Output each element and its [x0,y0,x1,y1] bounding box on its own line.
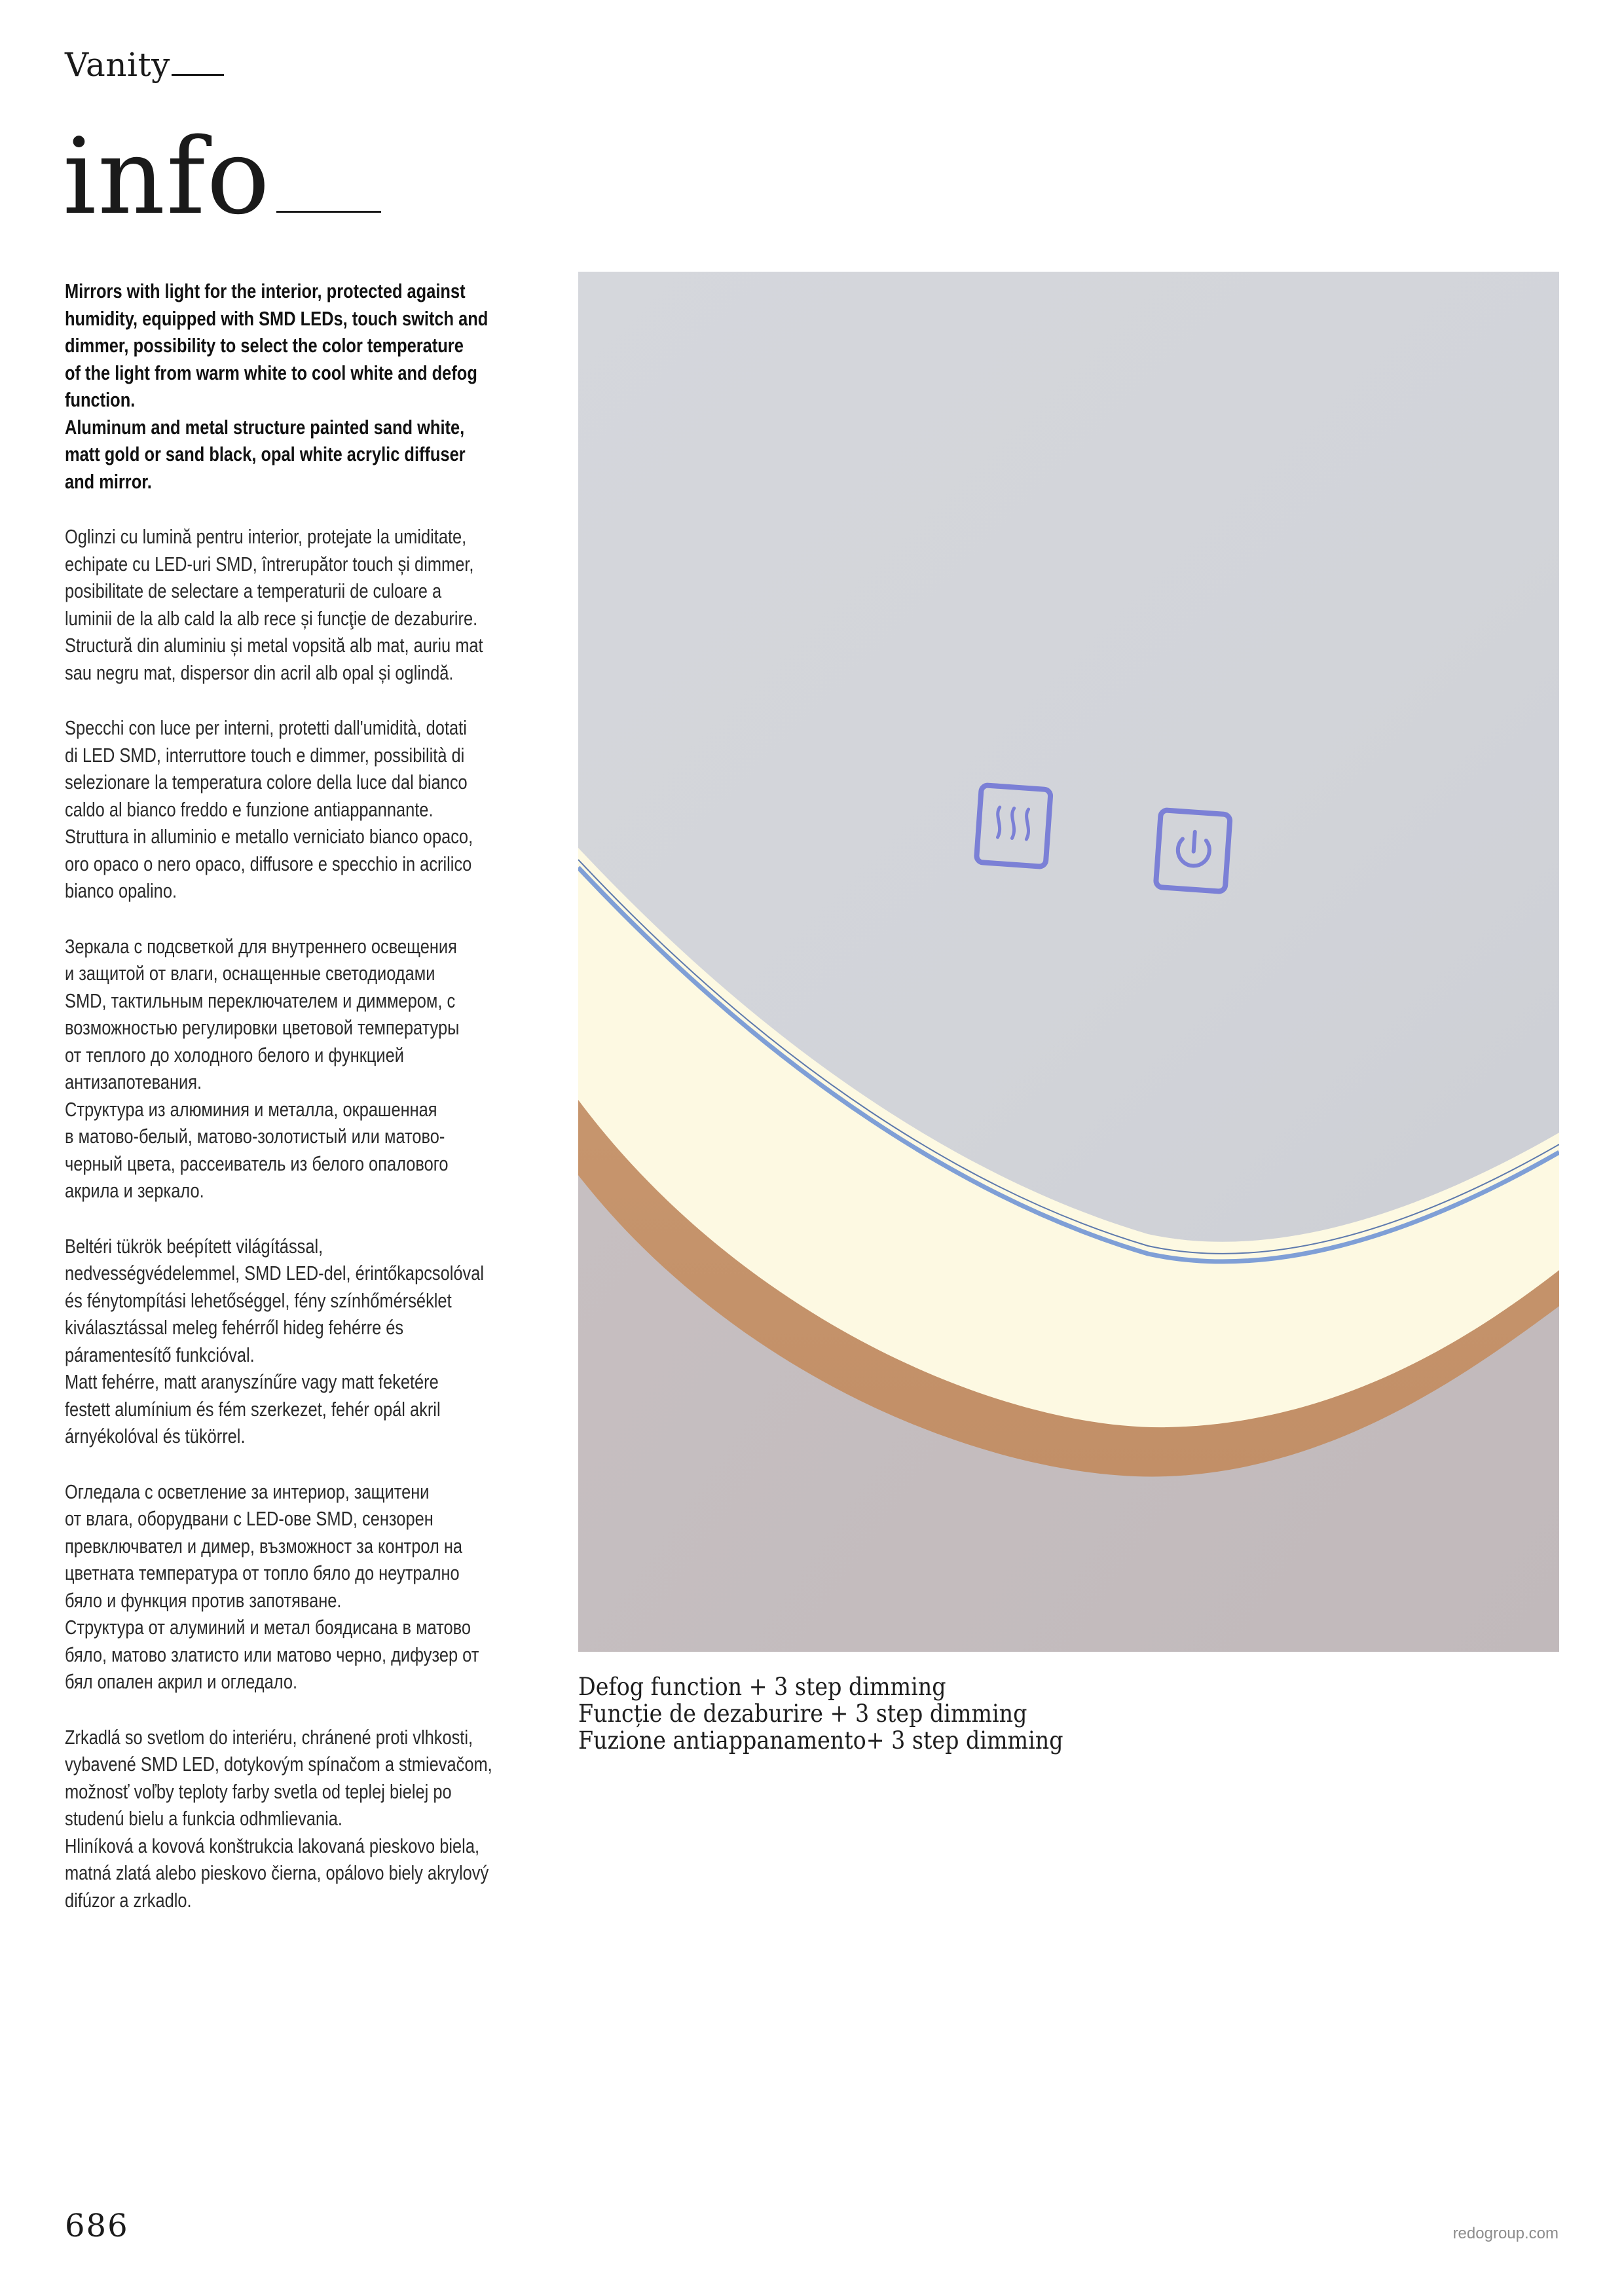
description-sk [65,1724,549,1914]
description-line: vybavené SMD LED, dotykovým spínačom a stmievačom, [65,1753,492,1776]
description-line: превключвател и димер, възможност за контрол на [65,1534,463,1558]
description-ru [65,933,549,1205]
description-ro [65,523,549,686]
description-column [65,278,549,1942]
description-line: and mirror. [65,469,152,493]
description-line: páramentesítő funkcióval. [65,1343,255,1366]
description-line: Aluminum and metal structure painted sand white, [65,415,465,439]
description-line: és fénytompítási lehetőséggel, fény színhőmérséklet [65,1288,452,1312]
description-line: Beltéri tükrök beépített világítással, [65,1234,323,1258]
description-line: антизапотевания. [65,1070,202,1093]
description-it [65,714,549,905]
description-line: от влага, оборудвани с LED-ове SMD, сензорен [65,1507,434,1530]
description-en [65,278,549,495]
product-photo [578,272,1559,1652]
description-line: цветната температура от топло бяло до неутрално [65,1561,460,1584]
description-line: dimmer, possibility to select the color temperature [65,334,464,357]
description-line: di LED SMD, interruttore touch e dimmer, possibilità di [65,743,465,767]
description-line: Структура от алуминий и метал боядисана в матово [65,1616,471,1639]
description-line: difúzor a zrkadlo. [65,1888,192,1912]
description-line: matná zlatá alebo pieskovo čierna, opálovo biely akrylový [65,1861,489,1884]
description-line: humidity, equipped with SMD LEDs, touch switch and [65,306,489,330]
description-bg [65,1478,549,1696]
description-line: бяло, матово златисто или матово черно, дифузер от [65,1643,479,1666]
description-line: Zrkadlá so svetlom do interiéru, chránené proti vlhkosti, [65,1725,473,1749]
photo-caption [578,1673,1117,1754]
page-number: 686 [65,2208,129,2244]
description-line: Structură din aluminiu și metal vopsită alb mat, auriu mat [65,634,483,657]
description-line: bianco opalino. [65,879,177,902]
description-line: Struttura in alluminio e metallo verniciato bianco opaco, [65,825,473,848]
description-line: Oglinzi cu lumină pentru interior, protejate la umiditate, [65,525,467,548]
description-line: nedvességvédelemmel, SMD LED-del, érintőkapcsolóval [65,1262,485,1285]
site-url[interactable]: redogroup.com [1452,2225,1559,2242]
description-hu [65,1233,549,1450]
description-line: Matt fehérre, matt aranyszínűre vagy matt feketére [65,1370,439,1393]
description-line: Specchi con luce per interni, protetti dall'umidità, dotati [65,716,467,739]
description-line: Hliníková a kovová konštrukcia lakovaná pieskovo biela, [65,1834,480,1857]
description-line: kiválasztással meleg fehérről hideg fehérre és [65,1316,404,1339]
description-line: Огледала с осветление за интериор, защитени [65,1480,430,1503]
page-title-text: info [63,115,271,238]
description-line: function. [65,388,136,411]
description-line: от теплого до холодного белого и функцией [65,1043,404,1066]
description-line: акрила и зеркало. [65,1179,204,1202]
description-line: echipate cu LED-uri SMD, întrerupător touch și dimmer, [65,552,474,575]
description-line: možnosť voľby teploty farby svetla od teplej bielej po [65,1779,452,1803]
description-line: matt gold or sand black, opal white acrylic diffuser [65,443,466,465]
description-line: Mirrors with light for the interior, protected against [65,280,466,302]
description-line: árnyékolóval és tükörrel. [65,1425,246,1448]
description-line: posibilitate de selectare a temperaturii de culoare a [65,579,442,602]
description-line: бяло и функция против запотяване. [65,1588,342,1612]
description-line: luminii de la alb cald la alb rece și funcţie de dezaburire. [65,606,478,630]
description-line: SMD, тактильным переключателем и диммером, с [65,989,456,1012]
description-line: в матово-белый, матово-золотистый или матово- [65,1125,445,1148]
description-line: черный цвета, рассеиватель из белого опалового [65,1152,449,1175]
caption-line-ro: Funcție de dezaburire + 3 step dimming [578,1700,1027,1728]
description-line: возможностью регулировки цветовой температуры [65,1016,460,1039]
description-line: Структура из алюминия и металла, окрашенная [65,1097,437,1121]
description-line: бял опален акрил и огледало. [65,1670,298,1693]
description-line: caldo al bianco freddo e funzione antiappannante. [65,797,434,821]
section-label-text: Vanity [65,46,170,84]
description-line: studenú bielu a funkcia odhmlievania. [65,1807,342,1830]
description-line: sau negru mat, dispersor din acril alb opal și oglindă. [65,661,454,684]
section-label-underline [172,74,224,76]
description-line: selezionare la temperatura colore della luce dal bianco [65,771,468,793]
page-title-underline [276,211,381,213]
page-title [63,115,381,238]
description-line: festett alumínium és fém szerkezet, fehér opál akril [65,1397,441,1421]
description-line: of the light from warm white to cool white and defog [65,361,477,384]
description-line: и защитой от влаги, оснащенные светодиодами [65,962,435,985]
caption-line-it: Fuzione antiappanamento+ 3 step dimming [578,1726,1063,1755]
description-line: oro opaco o nero opaco, diffusore e specchio in acrilico [65,852,472,875]
caption-line-en: Defog function + 3 step dimming [578,1673,946,1701]
description-line: Зеркала с подсветкой для внутреннего освещения [65,934,457,958]
section-label [65,46,224,84]
